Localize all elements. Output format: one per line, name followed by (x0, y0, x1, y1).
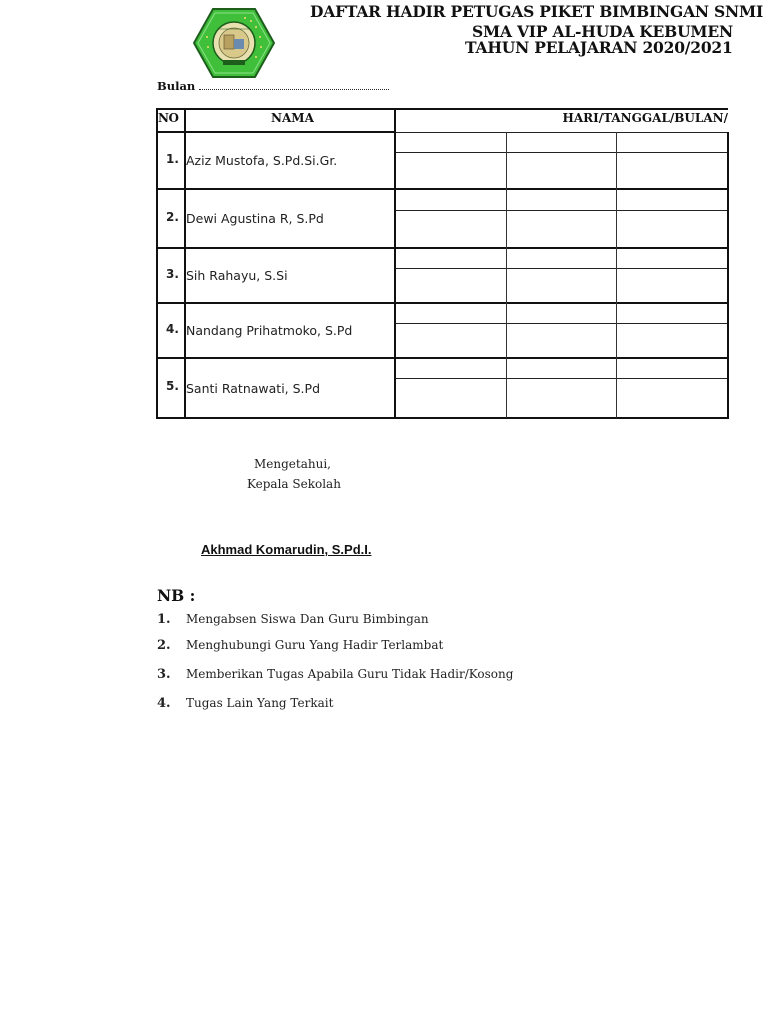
row-number: 1. (166, 152, 179, 166)
nama-column-divider (394, 108, 396, 419)
header-row-bottom (156, 131, 396, 133)
notes-title: NB : (157, 586, 196, 605)
academic-year: TAHUN PELAJARAN 2020/2021 (465, 38, 733, 57)
date-subrow-line (395, 210, 728, 211)
row-name: Nandang Prihatmoko, S.Pd (186, 323, 353, 338)
table-border-top (156, 108, 728, 110)
document-title: DAFTAR HADIR PETUGAS PIKET BIMBINGAN SNMI (310, 2, 764, 21)
row-name: Dewi Agustina R, S.Pd (186, 211, 324, 226)
row-divider (156, 357, 728, 359)
date-subrow-line (395, 323, 728, 324)
notes-item-text: Memberikan Tugas Apabila Guru Tidak Hadir/Kosong (186, 667, 514, 681)
row-name: Santi Ratnawati, S.Pd (186, 381, 321, 396)
notes-item (157, 667, 513, 682)
row-number: 3. (166, 267, 179, 281)
header-hari-tanggal: HARI/TANGGAL/BULAN/ (562, 111, 728, 125)
table-border-left (156, 108, 158, 419)
month-label: Bulan (157, 79, 196, 93)
notes-item (157, 696, 333, 711)
notes-item (157, 638, 443, 653)
principal-name: Akhmad Komarudin, S.Pd.I. (201, 542, 372, 557)
principal-title: Kepala Sekolah (247, 477, 341, 491)
notes-item-text: Mengabsen Siswa Dan Guru Bimbingan (186, 612, 429, 626)
notes-item-number: 4. (157, 696, 171, 711)
table-border-bottom (156, 417, 728, 419)
row-divider (156, 247, 728, 249)
notes-item-number: 2. (157, 638, 171, 653)
month-blank-line[interactable] (199, 81, 389, 90)
row-name: Aziz Mustofa, S.Pd.Si.Gr. (186, 153, 338, 168)
date-subrow-line (395, 268, 728, 269)
date-subrow-line (395, 378, 728, 379)
date-subheader-line (395, 132, 728, 133)
school-name: SMA VIP AL-HUDA KEBUMEN (472, 22, 733, 41)
date-column-divider (506, 132, 507, 418)
date-column-divider (616, 132, 617, 418)
row-name: Sih Rahayu, S.Si (186, 268, 288, 283)
attendance-table (156, 108, 728, 419)
acknowledged-label: Mengetahui, (254, 457, 331, 471)
row-number: 5. (166, 379, 179, 393)
table-border-right (727, 132, 729, 419)
header-nama: NAMA (271, 111, 314, 125)
header-no: NO (158, 111, 179, 125)
row-divider (156, 188, 728, 190)
month-field (157, 79, 389, 93)
school-logo-icon (193, 7, 275, 79)
row-number: 2. (166, 210, 179, 224)
notes-item-number: 3. (157, 667, 171, 682)
notes-item-number: 1. (157, 612, 171, 627)
date-subrow-line (395, 152, 728, 153)
notes-item-text: Tugas Lain Yang Terkait (186, 696, 334, 710)
notes-item-text: Menghubungi Guru Yang Hadir Terlambat (186, 638, 444, 652)
notes-item (157, 612, 429, 627)
row-divider (156, 302, 728, 304)
row-number: 4. (166, 322, 179, 336)
